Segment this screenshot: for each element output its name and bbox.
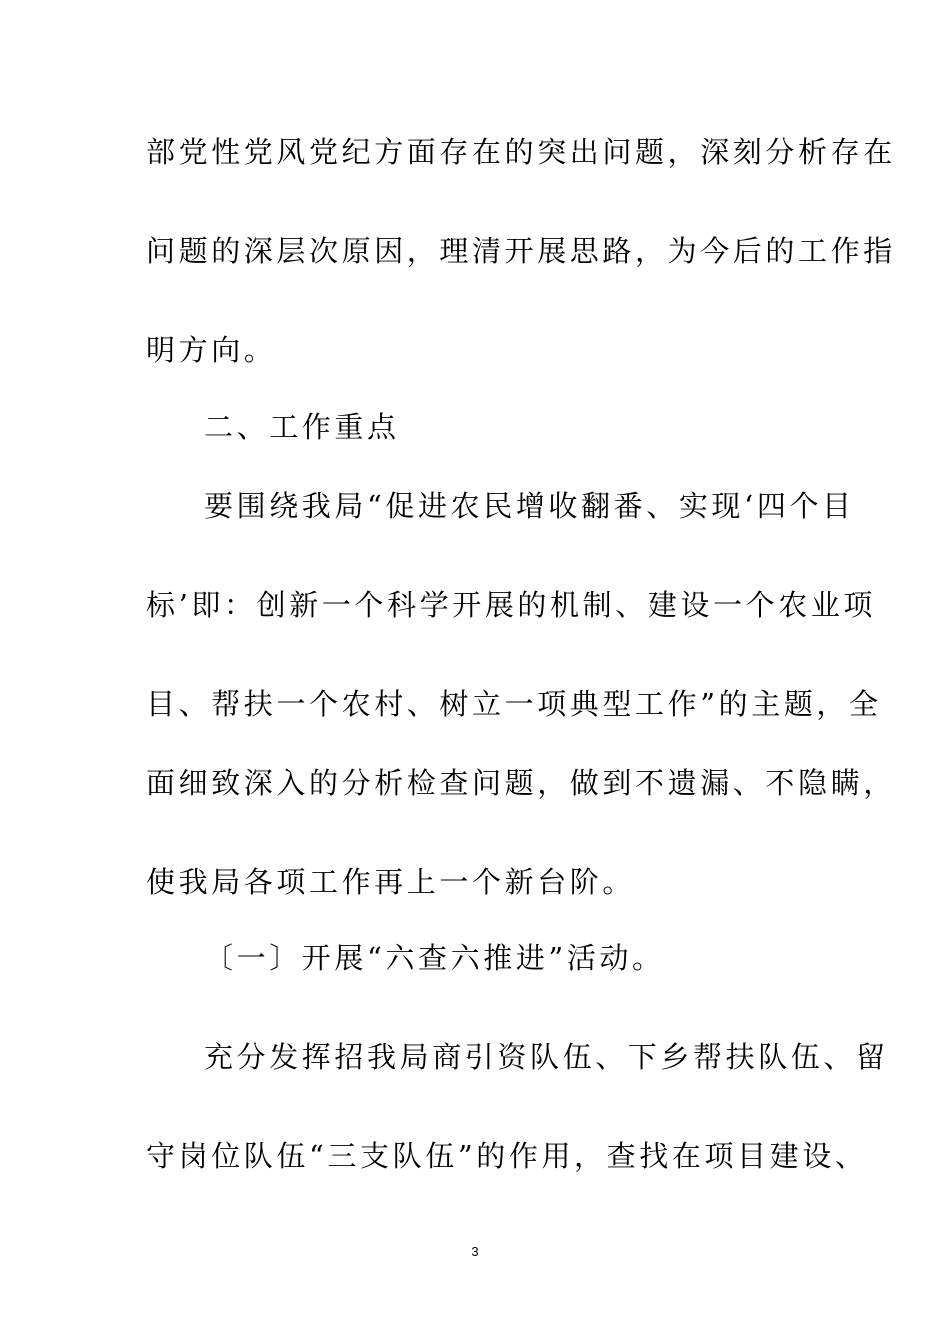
body-text-line: 面细致深入的分析检查问题，做到不遗漏、不隐瞒， <box>146 766 896 800</box>
body-text-line: 标’即：创新一个科学开展的机制、建设一个农业项 <box>146 588 877 622</box>
page-number: 3 <box>471 1244 479 1259</box>
body-text-line: 明方向。 <box>146 333 277 367</box>
body-text-line: 问题的深层次原因，理清开展思路，为今后的工作指 <box>146 234 896 268</box>
body-text-line: 使我局各项工作再上一个新台阶。 <box>146 865 636 899</box>
paragraph-first-line: 充分发挥招我局商引资队伍、下乡帮扶队伍、留 <box>204 1040 889 1074</box>
paragraph-first-line: 要围绕我局“促进农民增收翻番、实现‘四个目 <box>204 489 855 523</box>
body-text-line: 目、帮扶一个农村、树立一项典型工作”的主题，全 <box>146 687 882 721</box>
section-heading: 二、工作重点 <box>204 410 400 444</box>
body-text-line: 守岗位队伍“三支队伍”的作用，查找在项目建设、 <box>146 1139 868 1173</box>
subsection-heading: 〔一〕开展“六查六推进”活动。 <box>204 941 665 975</box>
body-text-line: 部党性党风党纪方面存在的突出问题，深刻分析存在 <box>146 135 896 169</box>
